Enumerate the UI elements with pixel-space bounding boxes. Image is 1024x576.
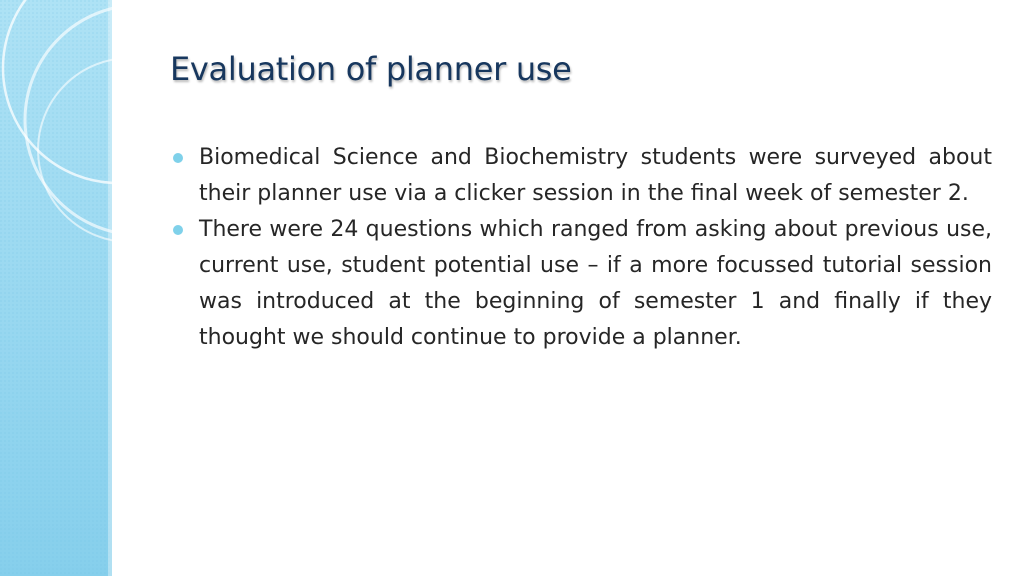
- bullet-dot-icon: [173, 153, 183, 163]
- slide-title: Evaluation of planner use: [170, 50, 572, 88]
- bullet-text: Biomedical Science and Biochemistry students were surveyed about their planner use via a clicker session in the final week of semester 2.: [199, 145, 992, 206]
- side-panel-graphic: [0, 0, 112, 576]
- bullet-list: [170, 140, 992, 356]
- bullet-text: There were 24 questions which ranged from asking about previous use, current use, student potential use – if a more focussed tutorial session was introduced at the beginning of semester 1 and finally if they thought we should continue to provide a planner.: [199, 217, 992, 350]
- bullet-item: [170, 140, 992, 212]
- bullet-item: [170, 212, 992, 356]
- decorative-side-panel: [0, 0, 112, 576]
- bullet-dot-icon: [173, 225, 183, 235]
